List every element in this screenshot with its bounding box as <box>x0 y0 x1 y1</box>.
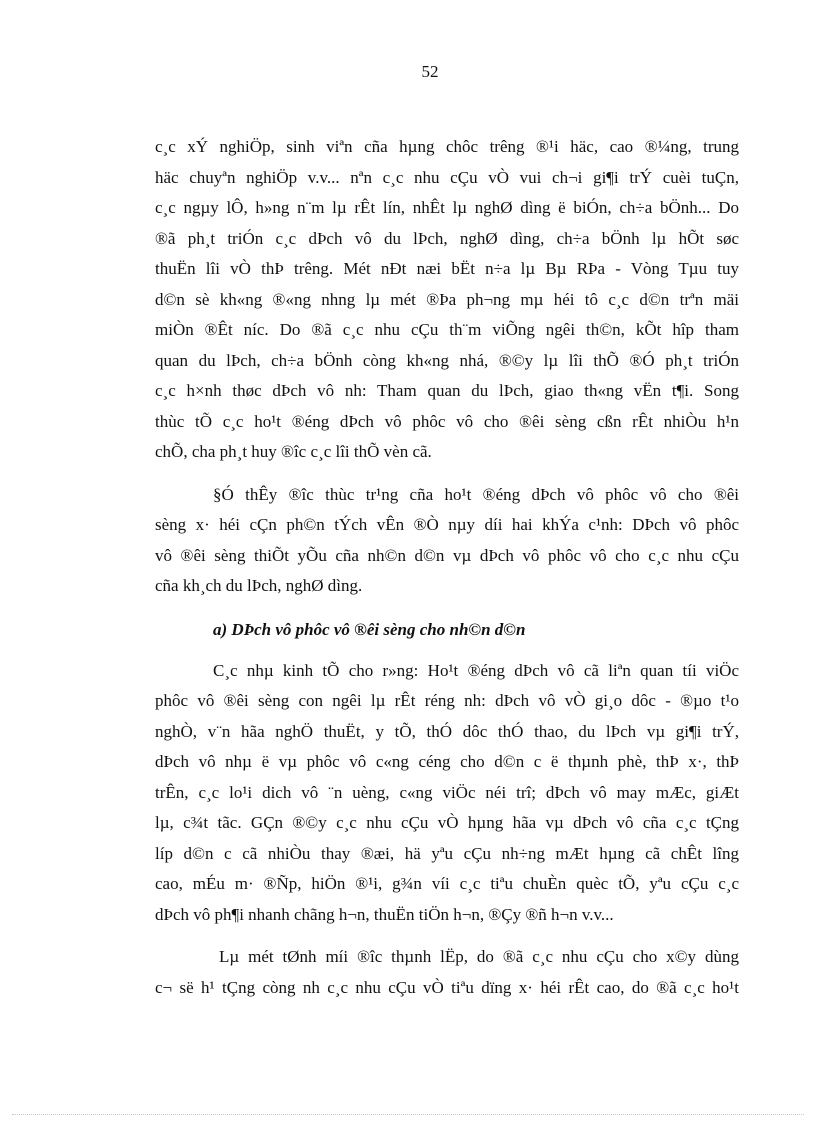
text-line: häc chuyªn nghiÖp v.v... nªn c¸c nhu cÇu vÒ vui ch¬i gi¶i trÝ cuèi tuÇn, <box>155 167 739 187</box>
text-line: c¸c ngµy lÔ, h»ng n¨m lµ rÊt lín, nhÊt lµ nghØ dìng ë biÓn, ch÷a bÖnh... Do <box>155 198 739 217</box>
text-line: thùc tÕ c¸c ho¹t ®éng dÞch vô phôc vô cho ®êi sèng cßn rÊt nhiÒu h¹n <box>155 411 739 431</box>
page-number: 52 <box>421 62 439 81</box>
text-line: cao, mÉu m· ®Ñp, hiÖn ®¹i, g¾n víi c¸c tiªu chuÈn quèc tÕ, yªu cÇu c¸c <box>155 874 739 893</box>
text-line: vô ®êi sèng thiÕt yÕu cña nh©n d©n vµ dÞch vô phôc vô cho c¸c nhu cÇu <box>155 545 739 565</box>
section-heading: a) DÞch vô phôc vô ®êi sèng cho nh©n d©n <box>213 619 526 639</box>
text-line: cña kh¸ch du lÞch, nghØ dìng. <box>155 576 363 595</box>
text-line: chÕ, cha ph¸t huy ®îc c¸c lîi thÕ vèn cã. <box>155 442 432 461</box>
text-line: sèng x· héi cÇn ph©n tÝch vÊn ®Ò nµy díi hai khÝa c¹nh: DÞch vô phôc <box>155 515 739 534</box>
text-line: C¸c nhµ kinh tÕ cho r»ng: Ho¹t ®éng dÞch vô cã liªn quan tíi viÖc <box>213 660 739 680</box>
text-line: miÒn ®Êt níc. Do ®ã c¸c nhu cÇu th¨m viÕng ngêi th©n, kÕt hîp tham <box>155 320 739 339</box>
text-line: dÞch vô nhµ ë vµ phôc vô c«ng céng cho d©n c ë thµnh phè, thÞ x·, thÞ <box>155 752 739 771</box>
text-line: Lµ mét tØnh míi ®îc thµnh lËp, do ®ã c¸c nhu cÇu cho x©y dùng <box>219 947 739 966</box>
paragraph-3 <box>155 656 739 931</box>
text-line: quan du lÞch, ch÷a bÖnh còng kh«ng nhá, ®©y lµ lîi thÕ ®Ó ph¸t triÓn <box>155 350 739 370</box>
document-body <box>155 132 739 1003</box>
text-line: c¬ së h¹ tÇng còng nh c¸c nhu cÇu vÒ tiªu dïng x· héi rÊt cao, do ®ã c¸c ho¹t <box>155 977 739 997</box>
text-line: trÊn, c¸c lo¹i dich vô ¨n uèng, c«ng viÖc néi trî; dÞch vô may mÆc, giÆt <box>155 782 739 802</box>
text-line: lµ, c¾t tãc. GÇn ®©y c¸c nhu cÇu vÒ hµng hãa vµ dÞch vô cña c¸c tÇng <box>155 813 739 832</box>
text-line: c¸c xÝ nghiÖp, sinh viªn cña hµng chôc trêng ®¹i häc, cao ®¼ng, trung <box>155 137 739 156</box>
text-line: ®ã ph¸t triÓn c¸c dÞch vô du lÞch, nghØ dìng, ch÷a bÖnh lµ hÕt søc <box>155 228 739 248</box>
text-line: thuËn lîi vÒ thÞ trêng. Mét nÐt næi bËt n÷a lµ Bµ RÞa - Vòng Tµu tuy <box>155 259 739 278</box>
page-bottom-rule <box>12 1114 804 1115</box>
text-line: dÞch vô ph¶i nhanh chãng h¬n, thuËn tiÖn h¬n, ®Çy ®ñ h¬n v.v... <box>155 904 614 924</box>
text-line: d©n sè kh«ng ®«ng nhng lµ mét ®Þa ph¬ng mµ héi tô c¸c d©n trªn mäi <box>155 289 739 309</box>
text-line: nghÒ, v¨n hãa nghÖ thuËt, y tÕ, thÓ dôc thÓ thao, du lÞch vµ gi¶i trÝ, <box>155 721 739 741</box>
paragraph-2 <box>155 480 739 602</box>
text-line: c¸c h×nh thøc dÞch vô nh: Tham quan du lÞch, giao th«ng vËn t¶i. Song <box>155 381 739 400</box>
paragraph-4 <box>155 942 739 1003</box>
text-line: phôc vô ®êi sèng con ngêi lµ rÊt réng nh: dÞch vô vÒ gi¸o dôc - ®µo t¹o <box>155 691 739 710</box>
text-line: líp d©n c cã nhiÒu thay ®æi, hä yªu cÇu nh÷ng mÆt hµng cã chÊt lîng <box>155 843 739 863</box>
paragraph-1 <box>155 132 739 468</box>
text-line: §Ó thÊy ®îc thùc tr¹ng cña ho¹t ®éng dÞch vô phôc vô cho ®êi <box>213 484 739 504</box>
